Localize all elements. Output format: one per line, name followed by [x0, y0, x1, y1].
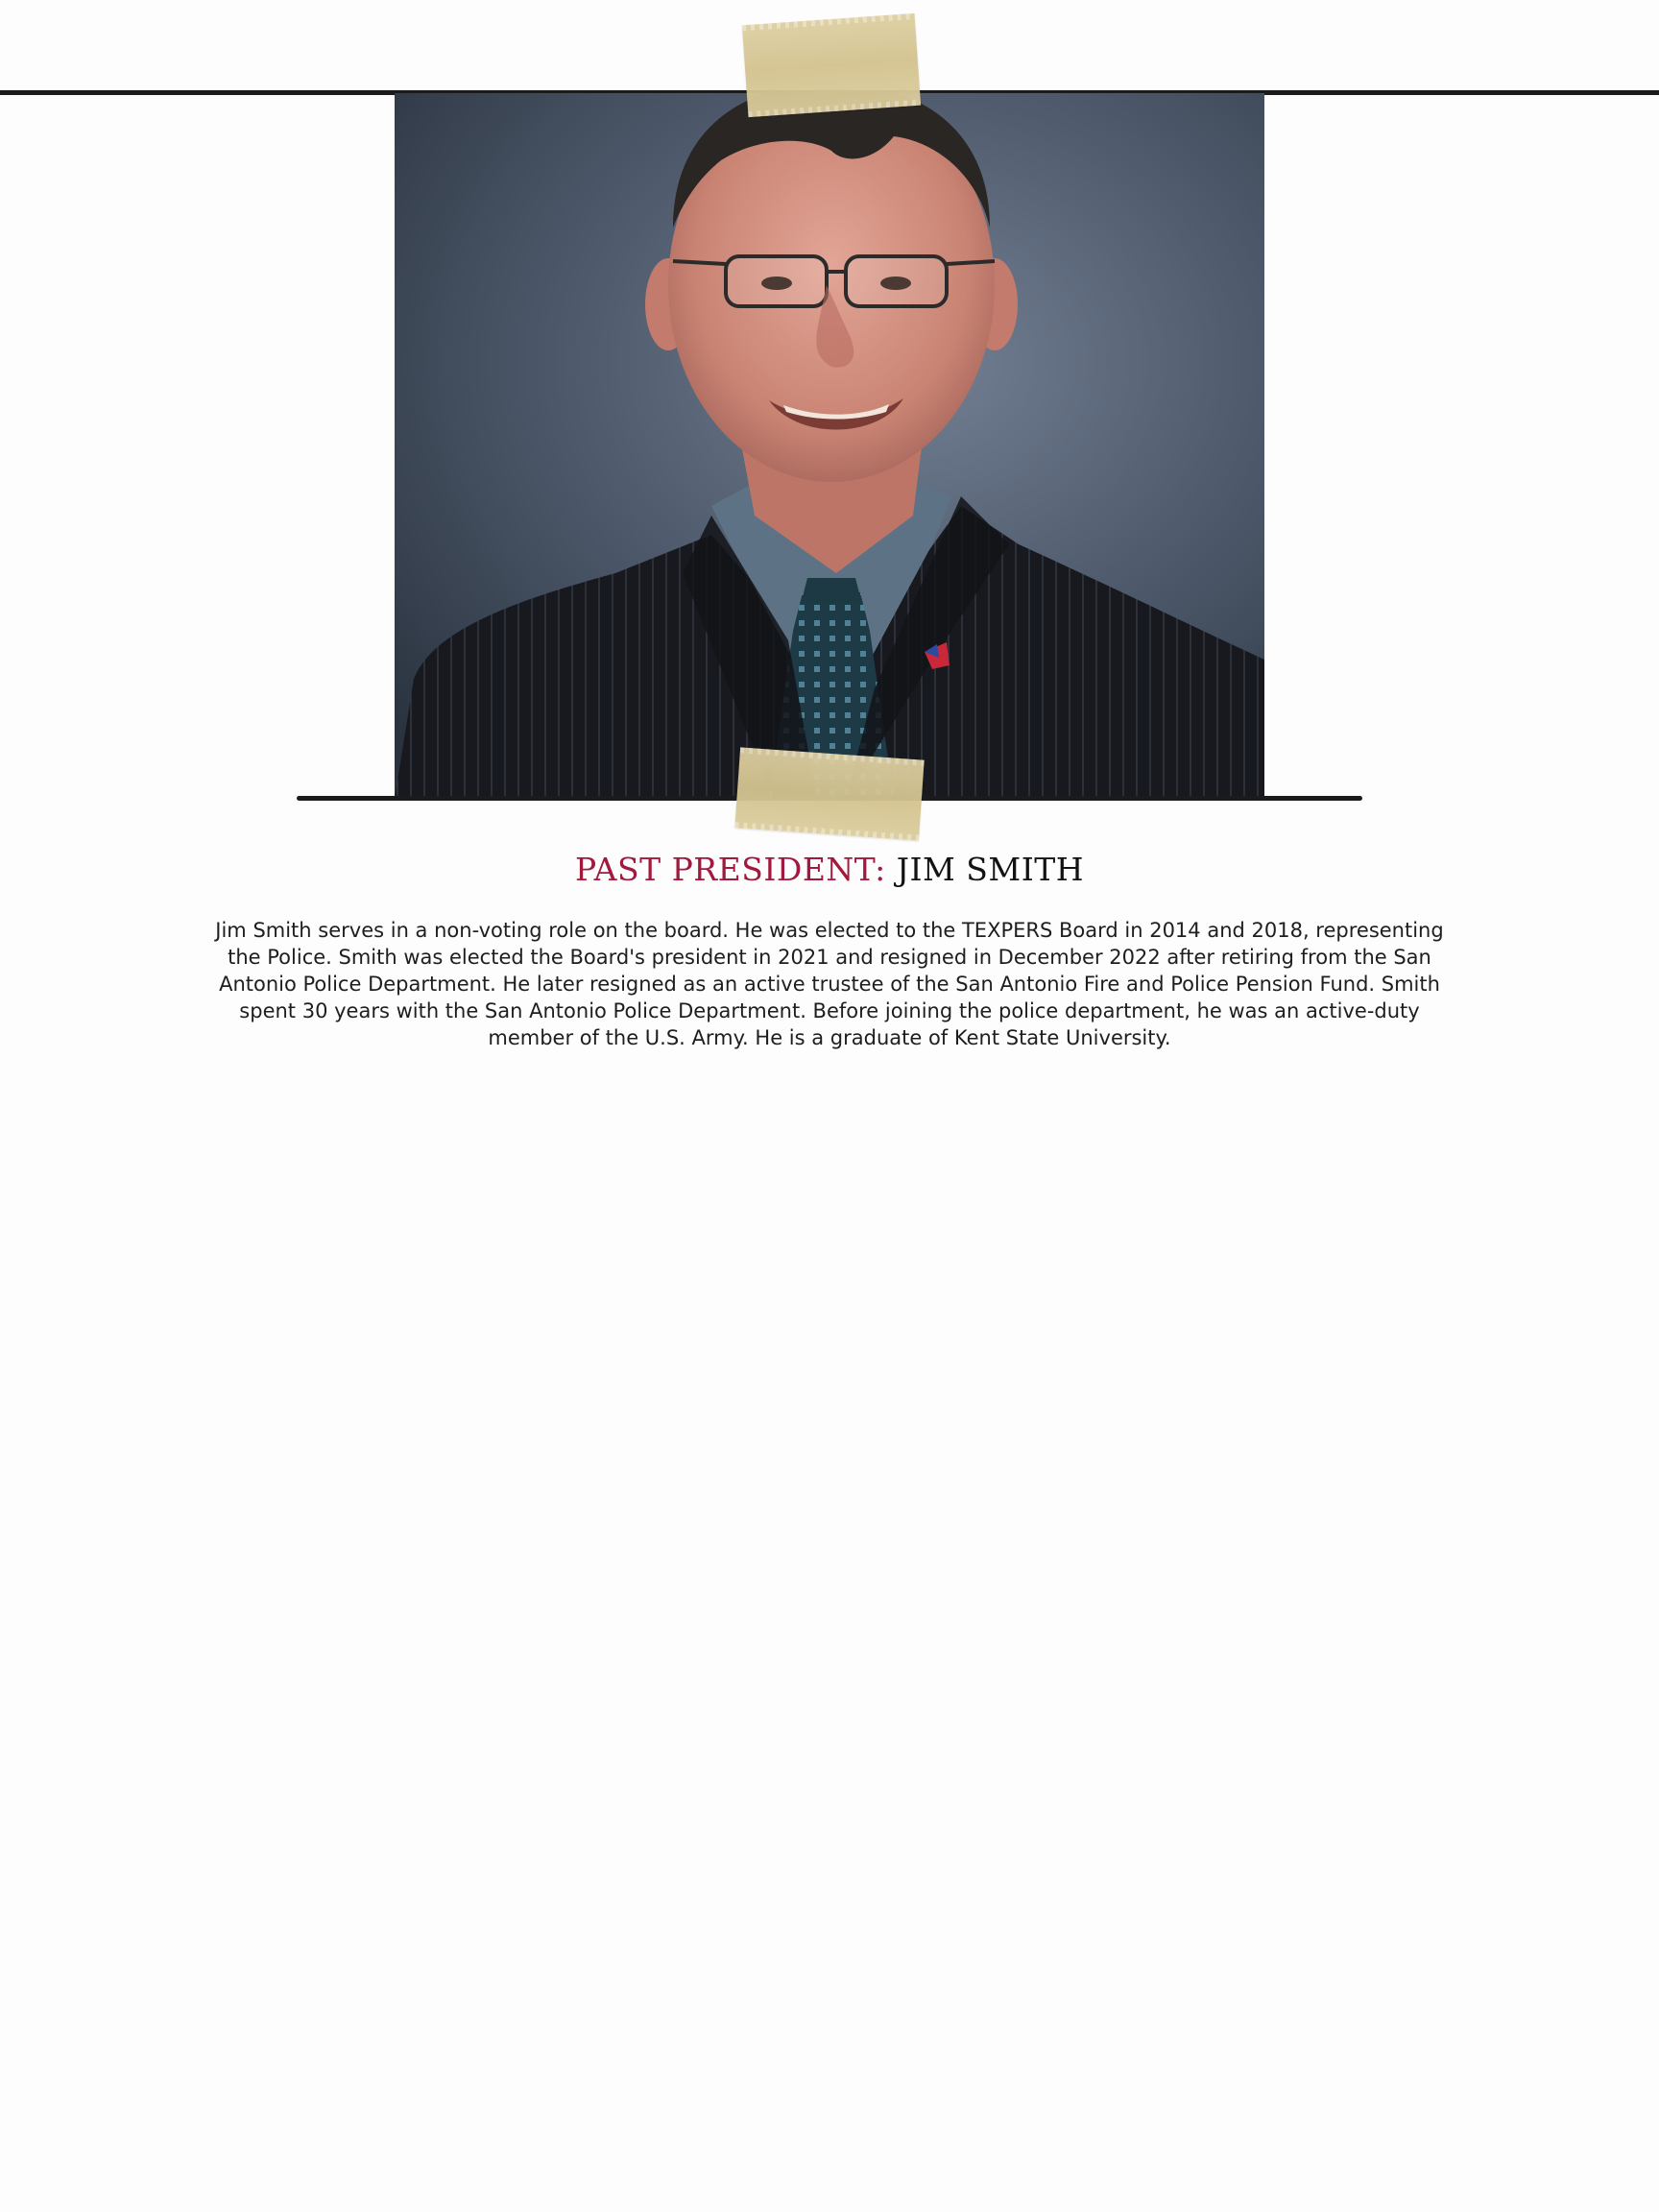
tape-strip-top — [742, 13, 921, 117]
heading-role-label: PAST PRESIDENT: — [574, 851, 886, 888]
profile-heading — [0, 851, 1659, 889]
portrait-photo — [395, 93, 1264, 799]
tape-strip-bottom — [734, 747, 924, 840]
bio-paragraph: Jim Smith serves in a non-voting role on the board. He was elected to the TEXPERS Board in 2014 and 2018, representing the Police. Smith was elected the Board's president in 2021 and resigned in December 2022 after retiring from the San Antonio Police Department. He later resigned as an active trustee of the San Antonio Fire and Police Pension Fund. Smith spent 30 years with the San Antonio Police Department. Before joining the police department, he was an active-duty member of the U.S. Army. He is a graduate of Kent State University. — [215, 919, 1444, 1049]
heading-person-name: JIM SMITH — [896, 851, 1085, 888]
